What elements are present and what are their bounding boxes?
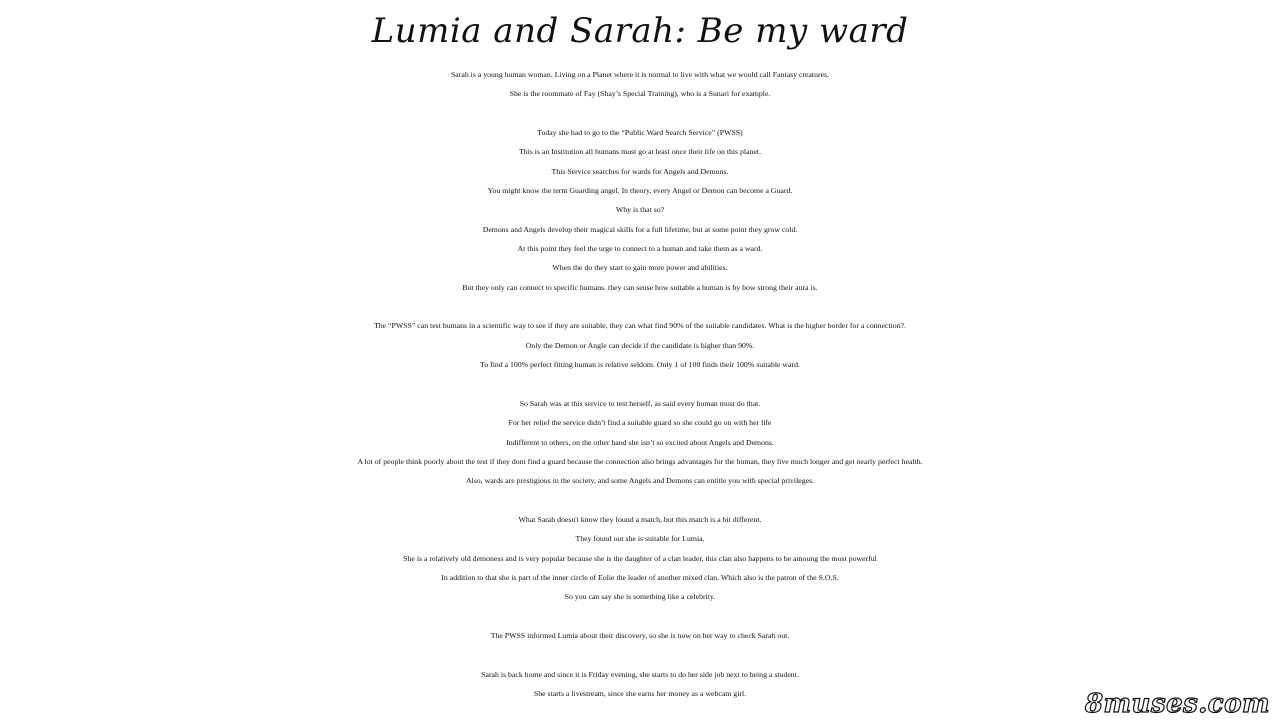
text-line: They found out she is suitable for Lumia.: [575, 534, 705, 544]
text-line: This is an Institution all humans must go at least once their life on this planet.: [518, 147, 762, 157]
paragraph-gap: [0, 491, 1280, 510]
paragraph: [0, 510, 1280, 607]
page-title: Lumia and Sarah: Be my ward: [371, 11, 909, 51]
text-line: This Service searches for wards for Angels and Demons.: [551, 166, 729, 176]
paragraph: [0, 394, 1280, 491]
paragraph-gap: [0, 375, 1280, 394]
text-line: At this point they feel the urge to connect to a human and take them as a ward.: [517, 244, 763, 254]
text-line: To find a 100% perfect fitting human is relative seldom. Only 1 of 100 finds their 100% suitable ward.: [480, 360, 800, 370]
text-line: She starts a livestream, since she earns her money as a webcam girl.: [533, 689, 747, 698]
paragraph: [0, 123, 1280, 297]
text-line: You might know the term Guarding angel. In theory, every Angel or Demon can become a Guard.: [487, 186, 793, 196]
text-line: Sarah is a young human woman. Living on a Planet where it is normal to live with what we would call Fantasy creatures.: [450, 70, 830, 79]
paragraph: [0, 316, 1280, 374]
text-line: But they only can connect to specific humans. they can sense how suitable a human is by how strong their aura is.: [462, 282, 818, 292]
text-line: So Sarah was at this service to test herself, as said every human must do that.: [519, 398, 761, 408]
paragraph: [0, 626, 1280, 645]
paragraph: [0, 65, 1280, 104]
text-line: Demons and Angels develop their magical skills for a full lifetime, but at some point they grow cold.: [482, 224, 798, 234]
text-line: So you can say she is something like a celebrity.: [564, 592, 716, 602]
text-line: The PWSS informed Lumia about their discovery, so she is now on her way to check Sarah out.: [490, 630, 790, 640]
text-line: Indifferent to others, on the other hand she isn’t so excited about Angels and Demons.: [506, 437, 774, 447]
text-line: Sarah is back home and since it is Friday evening, she starts to do her side job next to being a student.: [481, 669, 799, 679]
story-text: [0, 65, 1280, 703]
text-line: What Sarah doesn't know they found a match, but this match is a bit different.: [518, 514, 762, 524]
site-watermark: 8muses.com: [1084, 689, 1270, 719]
text-line: Today she had to go to the “Public Ward Search Service” (PWSS): [537, 128, 743, 138]
text-line: When the do they start to gain more power and abilities.: [552, 263, 728, 273]
paragraph-gap: [0, 607, 1280, 626]
paragraph-gap: [0, 104, 1280, 123]
text-line: For her relief the service didn’t find a suitable guard so she could go on with her life: [508, 418, 772, 428]
paragraph-gap: [0, 645, 1280, 664]
text-line: Only the Demon or Angle can decide if the candidate is higher than 90%.: [525, 340, 755, 350]
text-line: She is the roommate of Fay (Shay’s Special Training), who is a Sunari for example.: [509, 89, 771, 99]
paragraph-gap: [0, 297, 1280, 316]
text-line: In addition to that she is part of the inner circle of Eolie the leader of another mixed clan. Which also is the patron of the S.O.S.: [441, 572, 839, 582]
text-line: Why is that so?: [615, 205, 665, 215]
text-line: The “PWSS” can test humans in a scientific way to see if they are suitable, they can what find 90% of the suitable candidates. What is the higher border for a connection?.: [373, 321, 907, 331]
text-line: She is a relatively old demoness and is very popular because she is the daughter of a clan leader, this clan also happens to be amoung the most powerful: [403, 553, 877, 563]
text-line: Also, wards are prestigious in the society, and some Angels and Demons can entitle you with special privileges.: [465, 476, 815, 486]
text-line: A lot of people think poorly about the test if they dont find a guard because the connection also brings advantages for the human, they live much longer and get nearly perfect health.: [357, 456, 923, 466]
